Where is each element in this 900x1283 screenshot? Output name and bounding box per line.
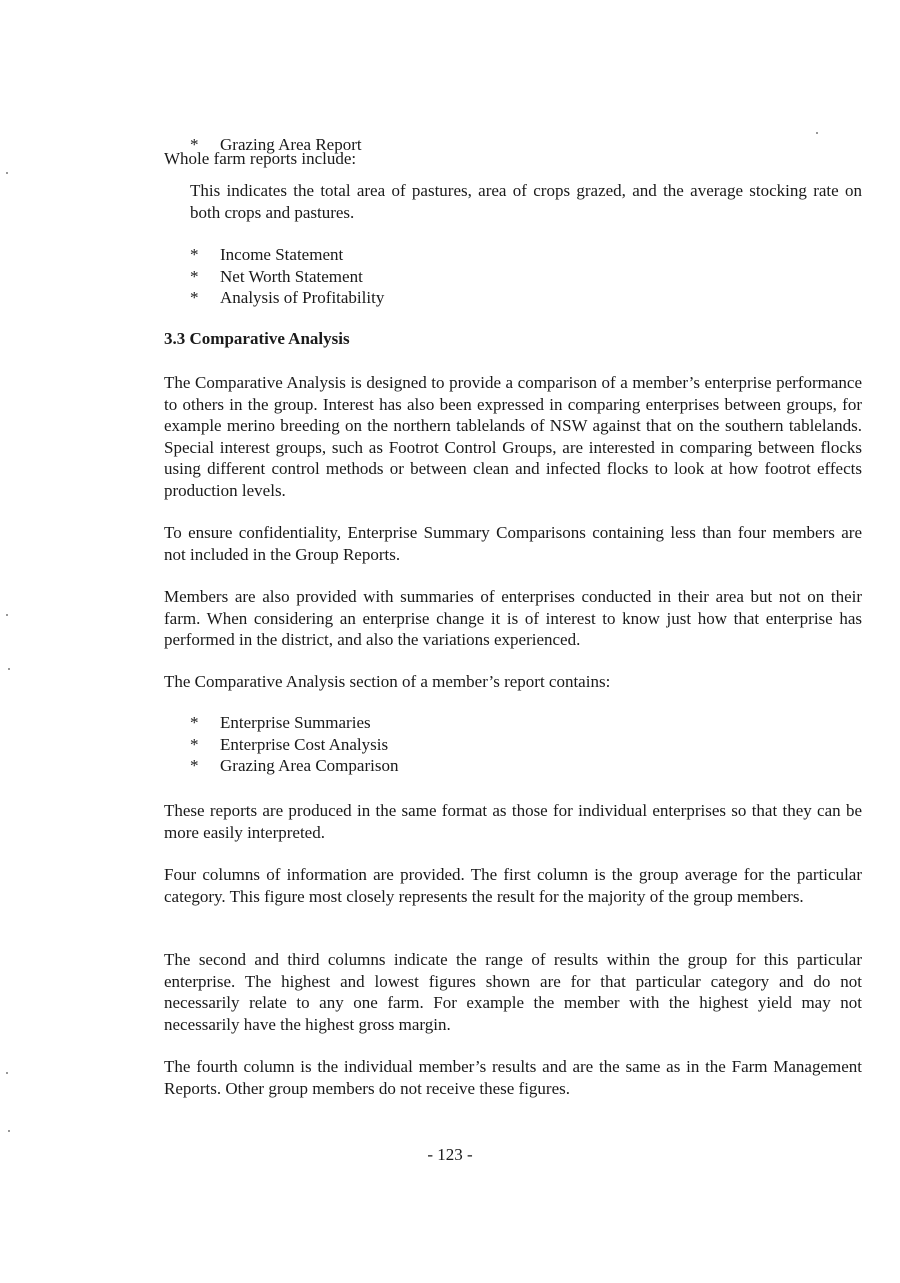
bullet-marker: * <box>190 266 199 286</box>
bullet-marker: * <box>190 135 199 154</box>
paragraph-report-contains: The Comparative Analysis section of a member’s report contains: <box>164 672 611 691</box>
paragraph-fourth-column: The fourth column is the individual member’s results and are the same as in the Farm Management Reports. Other group members do not receive these figures. <box>164 1057 862 1098</box>
paragraph-summaries: Members are also provided with summaries of enterprises conducted in their area but not on their farm. When considering an enterprise change it is of interest to know just how that enterprise has performed in the district, and also the variations experienced. <box>164 587 862 649</box>
scan-speck <box>6 172 8 174</box>
list-item-text: Income Statement <box>220 245 344 264</box>
bullet-list-comparative <box>190 712 398 777</box>
list-item-text: Enterprise Cost Analysis <box>220 734 389 754</box>
list-item <box>190 755 398 777</box>
list-item <box>190 134 362 156</box>
list-item-text: Grazing Area Comparison <box>220 756 399 775</box>
paragraph-confidentiality: To ensure confidentiality, Enterprise Summary Comparisons containing less than four members are not included in the Group Reports. <box>164 523 862 564</box>
page-number: - 123 - <box>427 1145 473 1164</box>
scan-speck <box>6 1072 8 1074</box>
scan-speck <box>816 132 818 134</box>
paragraph-format: These reports are produced in the same format as those for individual enterprises so that they can be more easily interpreted. <box>164 801 862 842</box>
bullet-marker: * <box>190 288 199 307</box>
intro-text: Whole farm reports include: <box>164 149 357 168</box>
list-item-text: Analysis of Profitability <box>220 288 385 307</box>
list-item <box>190 734 398 756</box>
bullet-marker: * <box>190 734 199 754</box>
bullet-list-grazing <box>190 134 362 156</box>
list-item-text: Grazing Area Report <box>220 135 362 154</box>
scan-speck <box>8 668 10 670</box>
bullet-marker: * <box>190 756 199 775</box>
list-item <box>190 244 384 266</box>
section-heading: 3.3 Comparative Analysis <box>164 329 350 348</box>
list-item-text: Net Worth Statement <box>220 266 363 286</box>
paragraph-comparative-analysis: The Comparative Analysis is designed to provide a comparison of a member’s enterprise performance to others in the group. Interest has also been expressed in comparing enterprises between groups, for example merino breeding on the northern tablelands of NSW against that on the southern tablelands. Special interest groups, such as Footrot Control Groups, are interested in comparing between flocks using different control methods or between clean and infected flocks to look at how footrot effects production levels. <box>164 373 862 500</box>
scan-speck <box>6 614 8 616</box>
list-item <box>190 287 384 309</box>
list-item <box>190 266 384 288</box>
list-item <box>190 712 398 734</box>
bullet-marker: * <box>190 713 199 732</box>
bullet-list-statements <box>190 244 384 309</box>
paragraph-range: The second and third columns indicate the range of results within the group for this particular enterprise. The highest and lowest figures shown are for that particular category and do not necessarily relate to any one farm. For example the member with the highest yield may not necessarily have the highest gross margin. <box>164 950 862 1034</box>
scan-speck <box>8 1130 10 1132</box>
grazing-description: This indicates the total area of pastures, area of crops grazed, and the average stocking rate on both crops and pastures. <box>190 181 862 222</box>
list-item-text: Enterprise Summaries <box>220 713 371 732</box>
bullet-marker: * <box>190 245 199 264</box>
paragraph-four-columns: Four columns of information are provided. The first column is the group average for the particular category. This figure most closely represents the result for the majority of the group members. <box>164 865 862 906</box>
